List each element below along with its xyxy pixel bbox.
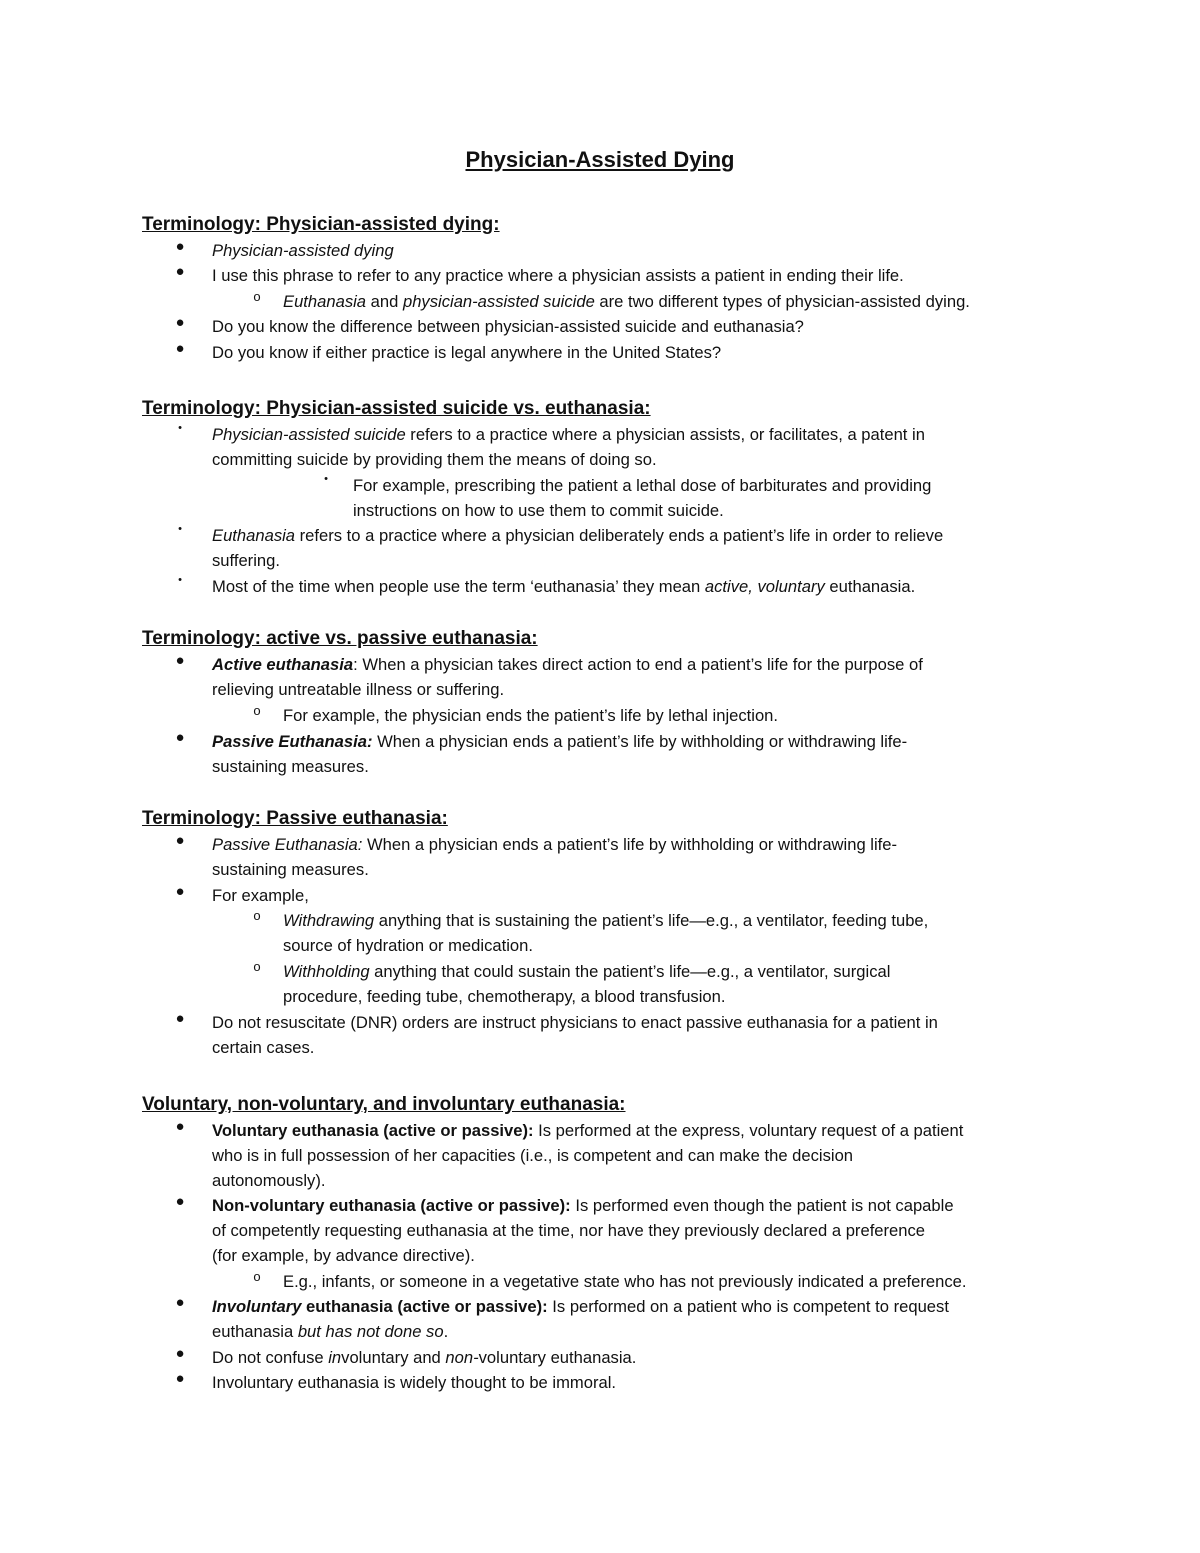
list-item-continuation: relieving untreatable illness or suffering. (212, 680, 505, 699)
bullet-icon: ● (175, 729, 185, 746)
section-heading-physician-assisted-dying: Terminology: Physician-assisted dying: (142, 214, 500, 235)
list-item: Do you know if either practice is legal anywhere in the United States? (212, 343, 722, 362)
bullet-icon: • (178, 422, 182, 434)
list-item: Do not resuscitate (DNR) orders are instruct physicians to enact passive euthanasia for a patient in (212, 1013, 938, 1032)
bullet-icon: • (178, 523, 182, 535)
section-heading-passive-euthanasia: Terminology: Passive euthanasia: (142, 808, 448, 829)
list-item: Involuntary euthanasia is widely thought to be immoral. (212, 1373, 617, 1392)
bullet-icon: ● (175, 263, 185, 280)
list-item: Voluntary euthanasia (active or passive): Is performed at the express, voluntary request of a patient (212, 1121, 964, 1140)
list-item-continuation: procedure, feeding tube, chemotherapy, a blood transfusion. (283, 987, 726, 1006)
hollow-bullet-icon: o (253, 289, 261, 304)
list-item-continuation: certain cases. (212, 1038, 315, 1057)
bullet-icon: ● (175, 1294, 185, 1311)
bullet-icon: ● (175, 1118, 185, 1135)
list-item-continuation: instructions on how to use them to commit suicide. (353, 501, 724, 520)
list-item: Involuntary euthanasia (active or passive): Is performed on a patient who is competent to request (212, 1297, 949, 1316)
bullet-icon: ● (175, 340, 185, 357)
bullet-icon: ● (175, 1010, 185, 1027)
bullet-icon: • (178, 574, 182, 586)
list-item-continuation: source of hydration or medication. (283, 936, 533, 955)
section-heading-voluntary-types: Voluntary, non-voluntary, and involuntary euthanasia: (142, 1094, 626, 1115)
list-item-continuation: euthanasia but has not done so. (212, 1322, 449, 1341)
list-item-continuation: sustaining measures. (212, 757, 369, 776)
list-item: Euthanasia refers to a practice where a physician deliberately ends a patient’s life in order to relieve (212, 526, 944, 545)
bullet-icon: ● (175, 1370, 185, 1387)
bullet-icon: ● (175, 238, 185, 255)
list-item-continuation: autonomously). (212, 1171, 326, 1190)
bullet-icon: • (324, 473, 328, 485)
list-item: For example, (212, 886, 309, 905)
list-item: Do you know the difference between physician-assisted suicide and euthanasia? (212, 317, 804, 336)
hollow-bullet-icon: o (253, 703, 261, 718)
list-item: Physician-assisted dying (212, 241, 394, 260)
section-heading-active-vs-passive: Terminology: active vs. passive euthanasia: (142, 628, 538, 649)
bullet-icon: ● (175, 314, 185, 331)
document-title: Physician-Assisted Dying (465, 147, 735, 172)
list-item: Passive Euthanasia: When a physician ends a patient’s life by withholding or withdrawing life- (212, 732, 908, 751)
list-item: I use this phrase to refer to any practice where a physician assists a patient in ending their life. (212, 266, 904, 285)
list-item-continuation: (for example, by advance directive). (212, 1246, 475, 1265)
hollow-bullet-icon: o (253, 959, 261, 974)
list-item-continuation: of competently requesting euthanasia at the time, nor have they previously declared a preference (212, 1221, 926, 1240)
bullet-icon: ● (175, 832, 185, 849)
list-item: For example, the physician ends the patient’s life by lethal injection. (283, 706, 779, 725)
section-heading-pas-vs-euthanasia: Terminology: Physician-assisted suicide vs. euthanasia: (142, 398, 651, 419)
bullet-icon: ● (175, 652, 185, 669)
list-item: For example, prescribing the patient a lethal dose of barbiturates and providing (353, 476, 932, 495)
list-item: Withholding anything that could sustain the patient’s life—e.g., a ventilator, surgical (283, 962, 891, 981)
list-item: Withdrawing anything that is sustaining the patient’s life—e.g., a ventilator, feeding tube, (283, 911, 929, 930)
list-item: E.g., infants, or someone in a vegetative state who has not previously indicated a preference. (283, 1272, 967, 1291)
list-item: Passive Euthanasia: When a physician ends a patient’s life by withholding or withdrawing life- (212, 835, 898, 854)
bullet-icon: ● (175, 1345, 185, 1362)
bullet-icon: ● (175, 1193, 185, 1210)
list-item: Do not confuse involuntary and non-voluntary euthanasia. (212, 1348, 637, 1367)
list-item: Non-voluntary euthanasia (active or passive): Is performed even though the patient is not capable (212, 1196, 954, 1215)
list-item: Euthanasia and physician-assisted suicide are two different types of physician-assisted dying. (283, 292, 970, 311)
list-item-continuation: suffering. (212, 551, 280, 570)
list-item-continuation: committing suicide by providing them the means of doing so. (212, 450, 657, 469)
hollow-bullet-icon: o (253, 908, 261, 923)
list-item-continuation: sustaining measures. (212, 860, 369, 879)
list-item-continuation: who is in full possession of her capacities (i.e., is competent and can make the decision (212, 1146, 854, 1165)
hollow-bullet-icon: o (253, 1269, 261, 1284)
list-item: Most of the time when people use the term ‘euthanasia’ they mean active, voluntary euthanasia. (212, 577, 916, 596)
bullet-icon: ● (175, 883, 185, 900)
list-item: Active euthanasia: When a physician takes direct action to end a patient’s life for the purpose of (212, 655, 923, 674)
list-item: Physician-assisted suicide refers to a practice where a physician assists, or facilitates, a patent in (212, 425, 925, 444)
